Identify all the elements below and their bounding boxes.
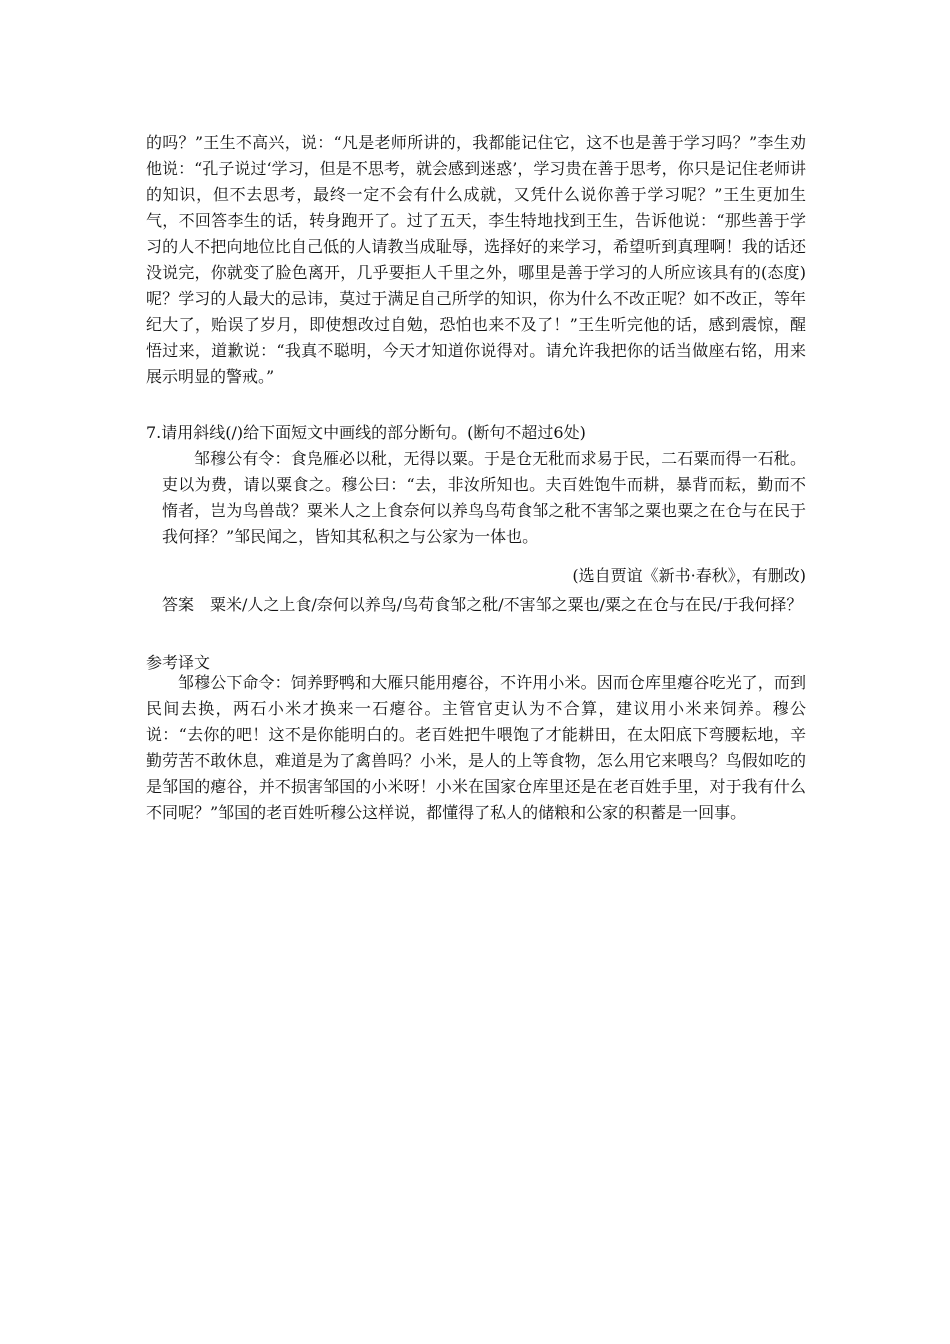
- question-7: [146, 420, 806, 446]
- answer-text: 粟米/人之上食/奈何以养鸟/鸟苟食邹之秕/不害邹之粟也/粟之在仓与在民/于我何择？: [210, 595, 803, 614]
- passage-source: [162, 563, 806, 589]
- question-text: 7.请用斜线(/)给下面短文中画线的部分断句。(断句不超过6处): [146, 423, 586, 442]
- answer-label: 答案: [162, 595, 195, 614]
- reference-translation: [146, 670, 806, 826]
- passage-text: 邹穆公有令：食凫雁必以秕，无得以粟。于是仓无秕而求易于民，二石粟而得一石秕。吏以为费，请以粟食之。穆公曰：“去，非汝所知也。夫百姓饱牛而耕，暴背而耘，勤而不惰者，岂为鸟兽哉？粟米人之上食奈何以养鸟鸟苟食邹之秕不害邹之粟也粟之在仓与在民于我何择？”邹民闻之，皆知其私积之与公家为一体也。: [162, 449, 806, 546]
- source-text: (选自贾谊《新书·春秋》，有删改): [572, 566, 806, 585]
- classical-passage: [162, 446, 806, 550]
- translation-paragraph: 的吗？”王生不高兴，说：“凡是老师所讲的，我都能记住它，这不也是善于学习吗？”李生劝他说：“孔子说过‘学习，但是不思考，就会感到迷惑’，学习贵在善于思考，你只是记住老师讲的知识，但不去思考，最终一定不会有什么成就，又凭什么说你善于学习呢？”王生更加生气，不回答李生的话，转身跑开了。过了五天，李生特地找到王生，告诉他说：“那些善于学习的人不把向地位比自己低的人请教当成耻辱，选择好的来学习，希望听到真理啊！我的话还没说完，你就变了脸色离开，几乎要拒人千里之外，哪里是善于学习的人所应该具有的(态度)呢？学习的人最大的忌讳，莫过于满足自己所学的知识，你为什么不改正呢？如不改正，等年纪大了，贻误了岁月，即使想改过自勉，恐怕也来不及了！”王生听完他的话，感到震惊，醒悟过来，道歉说：“我真不聪明，今天才知道你说得对。请允许我把你的话当做座右铭，用来展示明显的警戒。”: [146, 133, 806, 386]
- answer-paragraph: [162, 592, 806, 618]
- reference-title: 参考译文: [146, 653, 211, 672]
- translation-continuation: [146, 130, 806, 390]
- reference-translation-text: 邹穆公下命令：饲养野鸭和大雁只能用瘪谷，不许用小米。因而仓库里瘪谷吃光了，而到民间去换，两石小米才换来一石瘪谷。主管官吏认为不合算，建议用小米来饲养。穆公说：“去你的吧！这不是你能明白的。老百姓把牛喂饱了才能耕田，在太阳底下弯腰耘地，辛勤劳苦不敢休息，难道是为了禽兽吗？小米，是人的上等食物，怎么用它来喂鸟？鸟假如吃的是邹国的瘪谷，并不损害邹国的小米呀！小米在国家仓库里还是在老百姓手里，对于我有什么不同呢？”邹国的老百姓听穆公这样说，都懂得了私人的储粮和公家的积蓄是一回事。: [146, 673, 806, 822]
- answer-block: [162, 592, 806, 618]
